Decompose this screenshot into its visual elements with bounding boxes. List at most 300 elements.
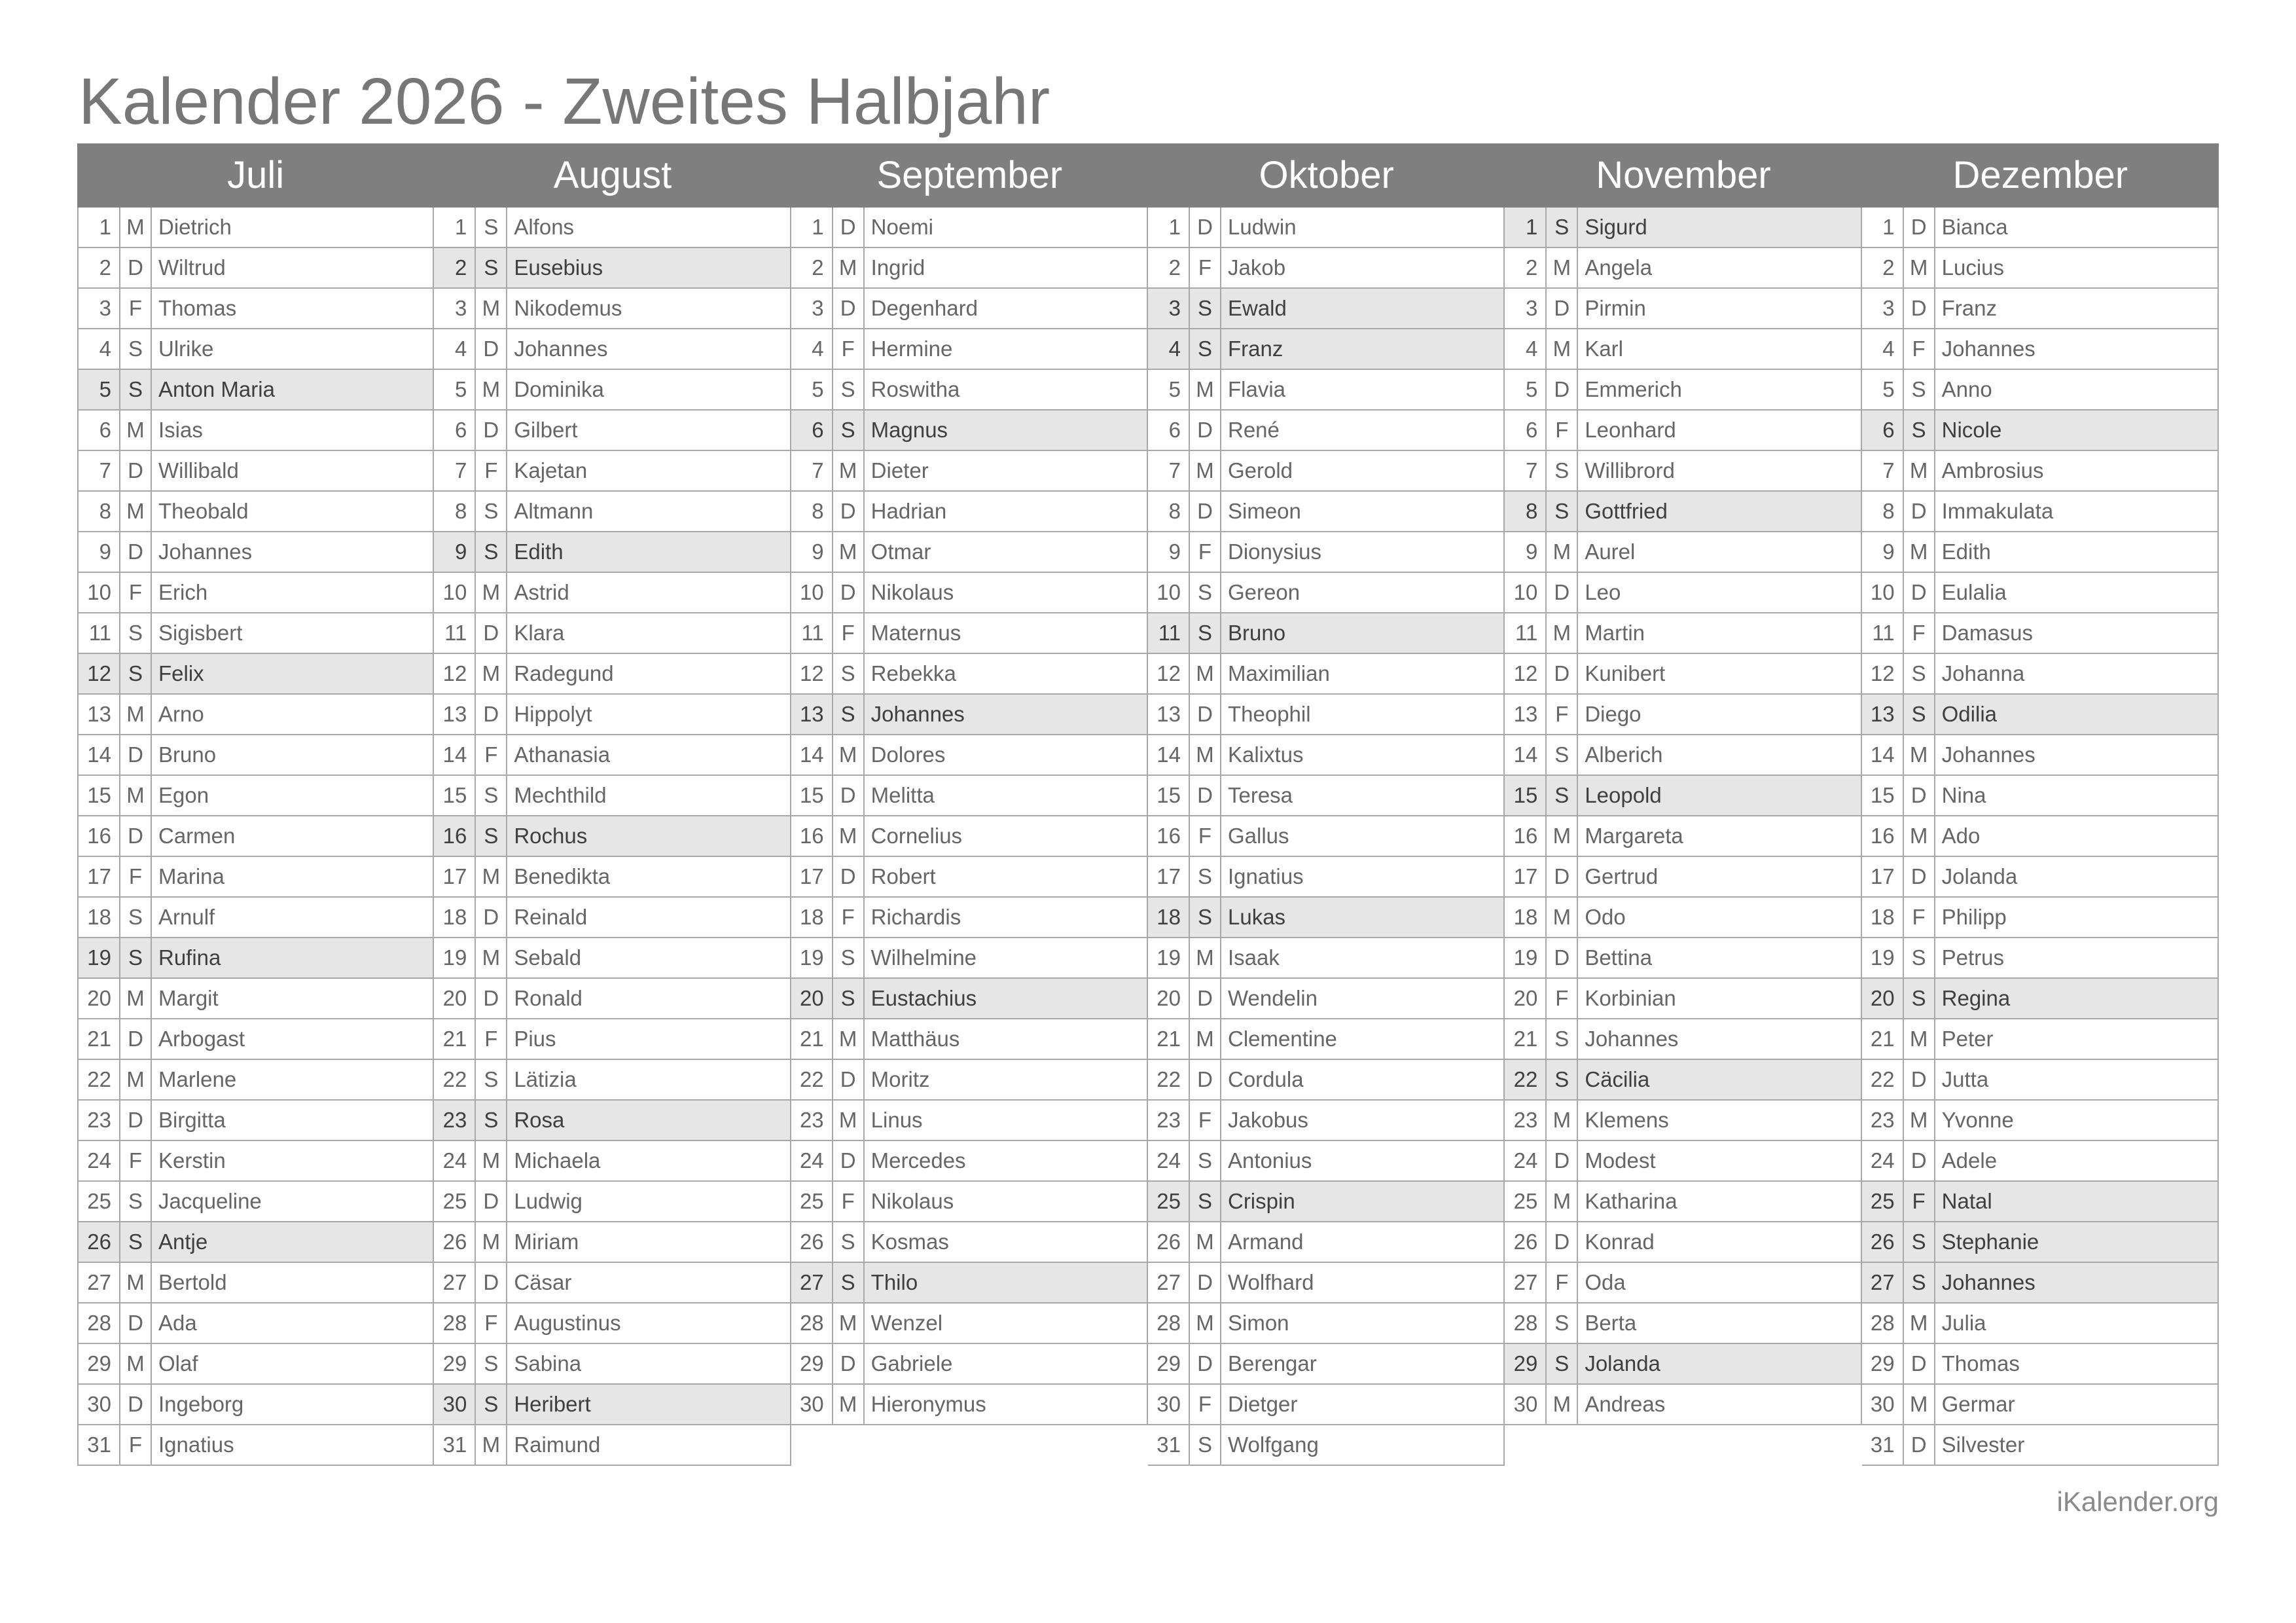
weekday: M — [833, 248, 865, 287]
day-row — [1148, 816, 1505, 857]
weekday: F — [476, 1019, 507, 1059]
weekday: D — [1190, 1263, 1221, 1302]
weekday: S — [1904, 979, 1935, 1018]
name-day: Dionysius — [1227, 539, 1322, 564]
day-number: 20 — [434, 979, 476, 1018]
day-number: 25 — [79, 1182, 120, 1221]
weekday: F — [1547, 979, 1578, 1018]
day-row — [791, 613, 1148, 654]
name-day: Cordula — [1227, 1067, 1304, 1091]
weekday: M — [476, 938, 507, 977]
day-number: 13 — [1505, 695, 1547, 734]
name-day: Berengar — [1227, 1351, 1317, 1376]
name-day: Eusebius — [514, 255, 603, 280]
name-day: Isaak — [1227, 945, 1280, 970]
calendar-table — [77, 143, 2219, 1466]
name-day: Dieter — [870, 458, 929, 483]
day-row — [791, 248, 1148, 289]
weekday: D — [1547, 1222, 1578, 1262]
day-row — [77, 1304, 434, 1344]
name-day: Johannes — [1941, 742, 2036, 767]
day-row — [1862, 898, 2219, 938]
day-row — [1862, 938, 2219, 979]
weekday: S — [476, 492, 507, 531]
name-day: Simon — [1227, 1311, 1289, 1335]
day-row — [434, 735, 791, 776]
day-row — [77, 532, 434, 573]
day-row — [791, 329, 1148, 370]
day-row — [1862, 492, 2219, 532]
day-number: 6 — [1505, 410, 1547, 450]
day-number: 28 — [434, 1304, 476, 1343]
name-day: Cäcilia — [1585, 1067, 1650, 1091]
weekday: S — [476, 532, 507, 572]
day-row — [1505, 1385, 1861, 1425]
day-row — [1148, 1263, 1505, 1304]
name-day: Michaela — [514, 1148, 601, 1173]
month-name: November — [1596, 154, 1771, 196]
day-row — [434, 1019, 791, 1060]
day-number: 28 — [1862, 1304, 1904, 1343]
day-number: 5 — [1148, 370, 1190, 409]
month-header-row — [77, 143, 2219, 208]
name-day: Nikolaus — [870, 580, 954, 604]
weekday: D — [476, 1263, 507, 1302]
name-day: Noemi — [870, 215, 934, 239]
name-day: Lätizia — [514, 1067, 577, 1091]
name-day: Arbogast — [158, 1027, 245, 1051]
day-row — [1148, 938, 1505, 979]
name-day: Konrad — [1585, 1230, 1655, 1254]
weekday: D — [833, 573, 865, 612]
day-row — [1862, 573, 2219, 613]
day-number: 12 — [791, 654, 833, 693]
day-row — [791, 776, 1148, 816]
month-column — [1148, 208, 1505, 1466]
day-number: 14 — [1505, 735, 1547, 775]
weekday: D — [1547, 573, 1578, 612]
day-number: 4 — [434, 329, 476, 369]
name-day: Theobald — [158, 499, 249, 523]
name-day: Johannes — [158, 539, 253, 564]
name-day: Kerstin — [158, 1148, 226, 1173]
day-number: 24 — [1862, 1141, 1904, 1180]
name-day: Crispin — [1227, 1189, 1295, 1213]
day-row — [1862, 613, 2219, 654]
weekday: M — [476, 857, 507, 896]
day-row — [791, 695, 1148, 735]
day-number: 9 — [1148, 532, 1190, 572]
weekday: F — [476, 451, 507, 490]
weekday: S — [476, 1344, 507, 1383]
day-number: 28 — [1148, 1304, 1190, 1343]
day-row — [77, 1019, 434, 1060]
weekday: M — [833, 1019, 865, 1059]
weekday: M — [120, 1344, 152, 1383]
weekday: S — [476, 1101, 507, 1140]
name-day: Gottfried — [1585, 499, 1668, 523]
name-day: Leo — [1585, 580, 1621, 604]
weekday: S — [120, 938, 152, 977]
name-day: Rosa — [514, 1108, 565, 1132]
day-row — [1148, 1385, 1505, 1425]
weekday: D — [476, 410, 507, 450]
day-row — [1505, 1101, 1861, 1141]
weekday: D — [833, 1060, 865, 1099]
name-day: Augustinus — [514, 1311, 621, 1335]
name-day: Astrid — [514, 580, 569, 604]
day-row — [77, 1182, 434, 1222]
weekday: M — [1547, 1182, 1578, 1221]
day-number: 17 — [79, 857, 120, 896]
weekday: D — [1190, 1344, 1221, 1383]
weekday: S — [1547, 208, 1578, 247]
month-name: August — [553, 154, 672, 196]
day-row — [791, 816, 1148, 857]
month-column — [434, 208, 791, 1466]
weekday: D — [1190, 208, 1221, 247]
name-day: Dolores — [870, 742, 946, 767]
weekday: D — [120, 1101, 152, 1140]
day-row — [1862, 735, 2219, 776]
day-row — [791, 938, 1148, 979]
name-day: Hippolyt — [514, 702, 592, 726]
day-number: 9 — [79, 532, 120, 572]
day-row — [1505, 898, 1861, 938]
day-number: 12 — [1862, 654, 1904, 693]
day-row — [1148, 1304, 1505, 1344]
day-number: 26 — [1505, 1222, 1547, 1262]
weekday: M — [120, 776, 152, 815]
day-number: 7 — [791, 451, 833, 490]
name-day: Jolanda — [1941, 864, 2018, 888]
weekday: S — [120, 613, 152, 653]
day-number: 9 — [1862, 532, 1904, 572]
day-number: 30 — [1148, 1385, 1190, 1424]
day-row — [77, 1222, 434, 1263]
day-number: 10 — [1148, 573, 1190, 612]
name-day: Alberich — [1585, 742, 1663, 767]
name-day: Lucius — [1941, 255, 2005, 280]
name-day: Dominika — [514, 377, 604, 401]
day-number: 14 — [791, 735, 833, 775]
day-row — [434, 1060, 791, 1101]
weekday: S — [1190, 613, 1221, 653]
weekday: M — [1547, 532, 1578, 572]
day-number: 3 — [79, 289, 120, 328]
day-number: 19 — [79, 938, 120, 977]
name-day: Germar — [1941, 1392, 2015, 1416]
weekday: M — [833, 451, 865, 490]
name-day: Silvester — [1941, 1432, 2025, 1457]
day-row — [1505, 1222, 1861, 1263]
name-day: Hieronymus — [870, 1392, 986, 1416]
weekday: M — [1190, 1304, 1221, 1343]
day-number: 6 — [1148, 410, 1190, 450]
weekday: M — [120, 492, 152, 531]
name-day: Ambrosius — [1941, 458, 2044, 483]
day-number: 21 — [791, 1019, 833, 1059]
name-day: Margit — [158, 986, 219, 1010]
day-number: 3 — [1862, 289, 1904, 328]
day-row — [1505, 1304, 1861, 1344]
day-row — [434, 1101, 791, 1141]
day-row — [434, 1425, 791, 1466]
name-day: Aurel — [1585, 539, 1636, 564]
month-column — [1862, 208, 2219, 1466]
day-number: 18 — [791, 898, 833, 937]
day-row — [1148, 695, 1505, 735]
name-day: Kalixtus — [1227, 742, 1304, 767]
day-row — [1862, 695, 2219, 735]
day-row — [791, 289, 1148, 329]
footer-brand: iKalender.org — [2056, 1486, 2219, 1517]
name-day: Eustachius — [870, 986, 977, 1010]
name-day: Andreas — [1585, 1392, 1666, 1416]
name-day: Adele — [1941, 1148, 1998, 1173]
month-column — [77, 208, 434, 1466]
day-row — [1505, 1182, 1861, 1222]
weekday: F — [833, 1182, 865, 1221]
day-number: 7 — [1148, 451, 1190, 490]
name-day: Olaf — [158, 1351, 198, 1376]
day-number: 7 — [1505, 451, 1547, 490]
month-name: September — [876, 154, 1063, 196]
name-day: Roswitha — [870, 377, 960, 401]
day-row — [1505, 451, 1861, 492]
name-day: Antje — [158, 1230, 208, 1254]
day-row — [1148, 410, 1505, 451]
weekday: M — [120, 695, 152, 734]
name-day: Maximilian — [1227, 661, 1330, 685]
weekday: F — [120, 1425, 152, 1465]
day-number: 23 — [791, 1101, 833, 1140]
name-day: Ewald — [1227, 296, 1287, 320]
name-day: Pius — [514, 1027, 556, 1051]
day-row — [1862, 1222, 2219, 1263]
day-number: 25 — [1505, 1182, 1547, 1221]
weekday: M — [1547, 613, 1578, 653]
day-number: 29 — [79, 1344, 120, 1383]
day-number: 4 — [79, 329, 120, 369]
weekday: S — [476, 248, 507, 287]
day-number: 21 — [434, 1019, 476, 1059]
weekday: M — [1547, 329, 1578, 369]
day-row — [791, 857, 1148, 898]
day-row — [77, 898, 434, 938]
day-number: 13 — [79, 695, 120, 734]
weekday: D — [833, 492, 865, 531]
day-row — [791, 451, 1148, 492]
weekday: S — [1904, 370, 1935, 409]
day-row — [1148, 654, 1505, 695]
day-number: 17 — [791, 857, 833, 896]
day-number: 16 — [1505, 816, 1547, 856]
day-number: 15 — [791, 776, 833, 815]
day-row — [434, 573, 791, 613]
day-number: 21 — [1862, 1019, 1904, 1059]
name-day: Heribert — [514, 1392, 591, 1416]
day-number: 23 — [1862, 1101, 1904, 1140]
weekday: D — [476, 1182, 507, 1221]
name-day: Ada — [158, 1311, 197, 1335]
day-row — [791, 208, 1148, 248]
name-day: Armand — [1227, 1230, 1304, 1254]
day-number: 22 — [1862, 1060, 1904, 1099]
day-row — [77, 857, 434, 898]
day-number: 2 — [791, 248, 833, 287]
name-day: Jutta — [1941, 1067, 1989, 1091]
day-row — [791, 1222, 1148, 1263]
name-day: Leonhard — [1585, 418, 1676, 442]
day-row — [77, 613, 434, 654]
day-row — [1505, 1060, 1861, 1101]
day-number: 24 — [791, 1141, 833, 1180]
day-number: 16 — [1862, 816, 1904, 856]
weekday: D — [1547, 289, 1578, 328]
weekday: D — [120, 816, 152, 856]
day-number: 5 — [791, 370, 833, 409]
day-number: 22 — [791, 1060, 833, 1099]
name-day: Bruno — [158, 742, 217, 767]
weekday: F — [1904, 1182, 1935, 1221]
weekday: S — [1547, 1344, 1578, 1383]
day-row — [1862, 329, 2219, 370]
day-number: 27 — [791, 1263, 833, 1302]
name-day: Wolfgang — [1227, 1432, 1319, 1457]
name-day: Altmann — [514, 499, 594, 523]
day-row — [77, 1101, 434, 1141]
name-day: Wenzel — [870, 1311, 943, 1335]
day-row — [791, 654, 1148, 695]
name-day: Jacqueline — [158, 1189, 262, 1213]
day-row — [1505, 370, 1861, 410]
name-day: Kunibert — [1585, 661, 1666, 685]
weekday: D — [476, 695, 507, 734]
weekday: S — [476, 816, 507, 856]
day-number: 20 — [79, 979, 120, 1018]
name-day: Jolanda — [1585, 1351, 1660, 1376]
day-number: 1 — [791, 208, 833, 247]
weekday: M — [1904, 735, 1935, 775]
day-row — [1505, 938, 1861, 979]
name-day: Degenhard — [870, 296, 978, 320]
day-row — [1505, 248, 1861, 289]
day-number: 15 — [434, 776, 476, 815]
day-row — [434, 451, 791, 492]
name-day: Gilbert — [514, 418, 578, 442]
name-day: Carmen — [158, 824, 236, 848]
weekday: D — [1190, 695, 1221, 734]
day-number: 23 — [434, 1101, 476, 1140]
day-row — [791, 735, 1148, 776]
name-day: Gereon — [1227, 580, 1300, 604]
name-day: Sigurd — [1585, 215, 1647, 239]
day-number: 2 — [79, 248, 120, 287]
day-row — [1505, 208, 1861, 248]
day-number: 14 — [434, 735, 476, 775]
name-day: Gallus — [1227, 824, 1289, 848]
day-number: 11 — [1505, 613, 1547, 653]
name-day: Johannes — [1941, 337, 2036, 361]
day-number: 12 — [434, 654, 476, 693]
day-number: 24 — [79, 1141, 120, 1180]
name-day: Alfons — [514, 215, 575, 239]
day-number: 8 — [1862, 492, 1904, 531]
day-number: 23 — [1505, 1101, 1547, 1140]
day-number: 5 — [1862, 370, 1904, 409]
name-day: Yvonne — [1941, 1108, 2014, 1132]
weekday: M — [1190, 735, 1221, 775]
day-row — [1148, 370, 1505, 410]
day-number: 18 — [1505, 898, 1547, 937]
weekday: M — [476, 1425, 507, 1465]
day-row — [791, 1019, 1148, 1060]
day-row — [1148, 735, 1505, 776]
weekday: M — [1904, 1385, 1935, 1424]
day-row — [434, 898, 791, 938]
day-number: 20 — [1862, 979, 1904, 1018]
weekday: S — [1547, 1060, 1578, 1099]
day-number: 21 — [79, 1019, 120, 1059]
month-name: Juli — [227, 154, 285, 196]
weekday: S — [1547, 1019, 1578, 1059]
weekday: S — [120, 370, 152, 409]
weekday: M — [1547, 248, 1578, 287]
name-day: Natal — [1941, 1189, 1992, 1213]
day-row — [1148, 248, 1505, 289]
day-number: 24 — [1505, 1141, 1547, 1180]
day-number: 1 — [79, 208, 120, 247]
name-day: Stephanie — [1941, 1230, 2039, 1254]
weekday: F — [1547, 1263, 1578, 1302]
day-row — [1862, 410, 2219, 451]
day-row — [434, 329, 791, 370]
name-day: Karl — [1585, 337, 1623, 361]
day-number: 21 — [1148, 1019, 1190, 1059]
day-number: 30 — [1505, 1385, 1547, 1424]
day-number: 19 — [1862, 938, 1904, 977]
day-number: 4 — [1862, 329, 1904, 369]
day-number: 26 — [79, 1222, 120, 1262]
name-day: Diego — [1585, 702, 1641, 726]
weekday: S — [476, 1060, 507, 1099]
name-day: Willibrord — [1585, 458, 1675, 483]
weekday: M — [476, 1222, 507, 1262]
day-row — [1505, 1263, 1861, 1304]
day-row — [77, 492, 434, 532]
day-row — [791, 370, 1148, 410]
weekday: D — [1190, 492, 1221, 531]
name-day: Flavia — [1227, 377, 1286, 401]
name-day: Kosmas — [870, 1230, 949, 1254]
day-row — [1148, 451, 1505, 492]
day-row — [1862, 857, 2219, 898]
day-row — [434, 857, 791, 898]
name-day: Moritz — [870, 1067, 930, 1091]
weekday: D — [1904, 857, 1935, 896]
weekday: F — [120, 289, 152, 328]
weekday: S — [1190, 289, 1221, 328]
name-day: Bettina — [1585, 945, 1653, 970]
day-number: 19 — [1148, 938, 1190, 977]
day-row — [1862, 654, 2219, 695]
day-row — [77, 1263, 434, 1304]
weekday: D — [120, 532, 152, 572]
weekday: D — [1904, 1425, 1935, 1465]
day-number: 22 — [434, 1060, 476, 1099]
name-day: Dietrich — [158, 215, 232, 239]
